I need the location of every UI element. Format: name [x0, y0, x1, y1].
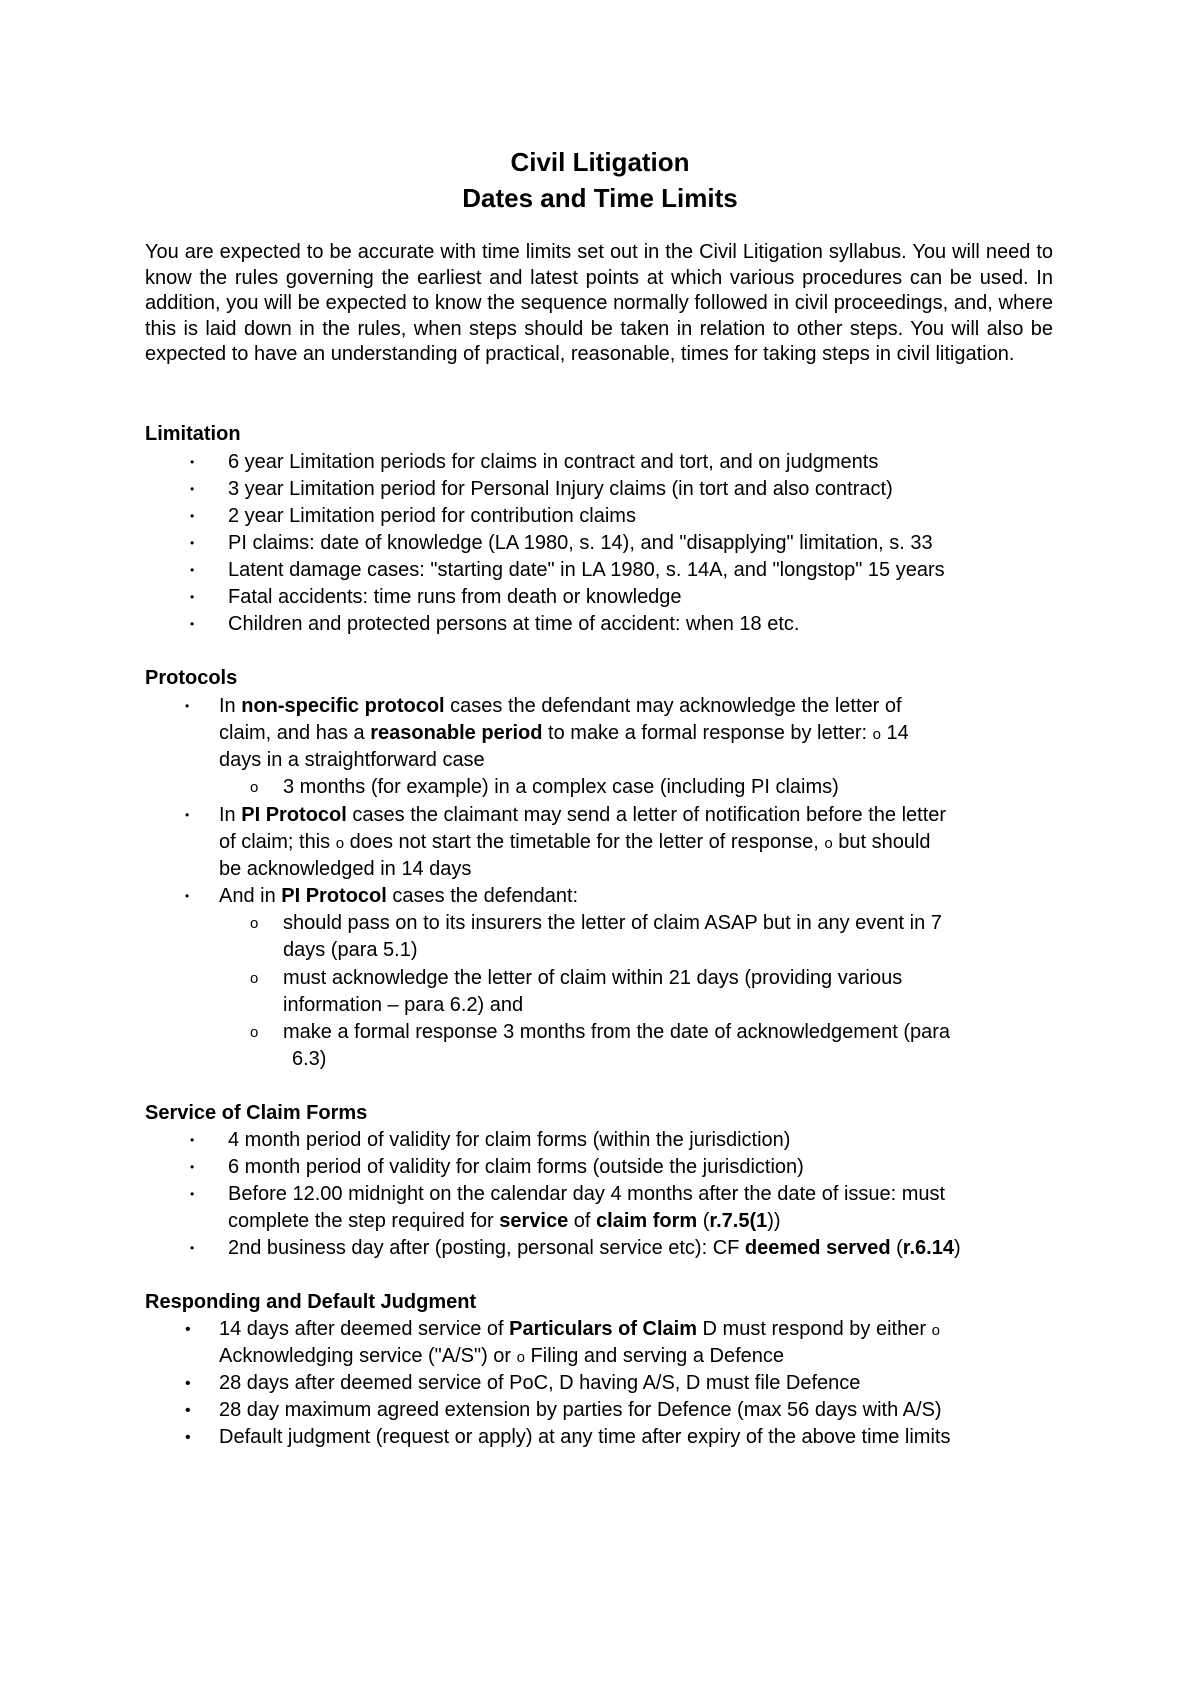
bullet-icon: • [185, 889, 190, 903]
sub-bullet-icon: o [335, 835, 345, 852]
bullet-icon: • [190, 563, 195, 577]
list-item-continuation: days in a straightforward case [219, 749, 485, 771]
bullet-icon: • [190, 482, 195, 496]
list-item: 3 year Limitation period for Personal Injury claims (in tort and also contract) [228, 478, 893, 500]
list-item: Fatal accidents: time runs from death or knowledge [228, 586, 682, 608]
list-item: PI claims: date of knowledge (LA 1980, s. 14), and "disapplying" limitation, s. 33 [228, 532, 933, 554]
sub-bullet-icon: o [931, 1322, 940, 1339]
sub-bullet-icon: o [250, 915, 259, 932]
bullet-icon: • [190, 1160, 195, 1174]
bullet-icon: • [190, 1241, 195, 1255]
bullet-icon: • [190, 590, 195, 604]
sub-list-item-continuation: 6.3) [292, 1048, 327, 1070]
list-item: 2 year Limitation period for contribution claims [228, 505, 636, 527]
bullet-icon: • [190, 455, 195, 469]
sub-list-item-continuation: days (para 5.1) [283, 939, 418, 961]
bullet-icon: • [185, 699, 190, 713]
bullet-icon: • [190, 536, 195, 550]
sub-bullet-icon: o [250, 970, 259, 987]
list-item-continuation: be acknowledged in 14 days [219, 858, 472, 880]
list-item-continuation: complete the step required for service of claim form (r.7.5(1)) [228, 1210, 781, 1232]
list-item-continuation: claim, and has a reasonable period to make a formal response by letter: o 14 [219, 722, 909, 744]
sub-bullet-icon: o [250, 779, 259, 796]
sub-list-item: must acknowledge the letter of claim within 21 days (providing various [283, 967, 903, 989]
list-item: 6 month period of validity for claim forms (outside the jurisdiction) [228, 1156, 804, 1178]
list-item: 14 days after deemed service of Particulars of Claim D must respond by either o [219, 1318, 940, 1340]
service-heading: Service of Claim Forms [145, 1102, 368, 1124]
bullet-icon: • [190, 1133, 195, 1147]
intro-paragraph: You are expected to be accurate with time limits set out in the Civil Litigation syllabus. You will need to know the rules governing the earliest and latest points at which various procedures can be used. In addition, you will be expected to know the sequence normally followed in civil proceedings, and, where this is laid down in the rules, when steps should be taken in relation to other steps. You will also be expected to have an understanding of practical, reasonable, times for taking steps in civil litigation. [145, 241, 1053, 365]
bullet-icon: • [190, 509, 195, 523]
protocols-heading: Protocols [145, 667, 238, 689]
list-item-continuation: Acknowledging service ("A/S") or o Filing and serving a Defence [219, 1345, 785, 1367]
sub-list-item-continuation: information – para 6.2) and [283, 994, 524, 1016]
bullet-icon: • [185, 1429, 191, 1446]
list-item: 6 year Limitation periods for claims in contract and tort, and on judgments [228, 451, 879, 473]
sub-bullet-icon: o [872, 726, 881, 743]
sub-list-item: should pass on to its insurers the letter of claim ASAP but in any event in 7 [283, 912, 942, 934]
list-item: Latent damage cases: "starting date" in LA 1980, s. 14A, and "longstop" 15 years [228, 559, 945, 581]
bullet-icon: • [185, 1375, 191, 1392]
responding-heading: Responding and Default Judgment [145, 1291, 477, 1313]
sub-bullet-icon: o [516, 1349, 525, 1366]
limitation-heading: Limitation [145, 423, 241, 445]
bullet-icon: • [185, 1402, 191, 1419]
bullet-icon: • [190, 1187, 195, 1201]
sub-list-item: 3 months (for example) in a complex case (including PI claims) [283, 776, 839, 798]
doc-title: Civil Litigation [510, 147, 690, 177]
sub-bullet-icon: o [250, 1024, 259, 1041]
bullet-icon: • [185, 1321, 191, 1338]
list-item: Children and protected persons at time of accident: when 18 etc. [228, 613, 800, 635]
list-item: Before 12.00 midnight on the calendar day 4 months after the date of issue: must [228, 1183, 946, 1205]
list-item: 28 days after deemed service of PoC, D having A/S, D must file Defence [219, 1372, 861, 1394]
list-item: 4 month period of validity for claim forms (within the jurisdiction) [228, 1129, 791, 1151]
sub-list-item: make a formal response 3 months from the date of acknowledgement (para [283, 1021, 951, 1043]
bullet-icon: • [190, 617, 195, 631]
list-item: 2nd business day after (posting, personal service etc): CF deemed served (r.6.14) [228, 1237, 961, 1259]
list-item: And in PI Protocol cases the defendant: [219, 885, 579, 907]
list-item: 28 day maximum agreed extension by parties for Defence (max 56 days with A/S) [219, 1399, 942, 1421]
doc-subtitle: Dates and Time Limits [462, 183, 738, 213]
sub-bullet-icon: o [824, 835, 833, 852]
list-item: In non-specific protocol cases the defendant may acknowledge the letter of [219, 695, 902, 717]
bullet-icon: • [185, 808, 190, 822]
list-item-continuation: of claim; this o does not start the timetable for the letter of response, o but should [219, 831, 931, 853]
list-item: Default judgment (request or apply) at any time after expiry of the above time limits [219, 1426, 951, 1448]
list-item: In PI Protocol cases the claimant may send a letter of notification before the letter [219, 804, 947, 826]
